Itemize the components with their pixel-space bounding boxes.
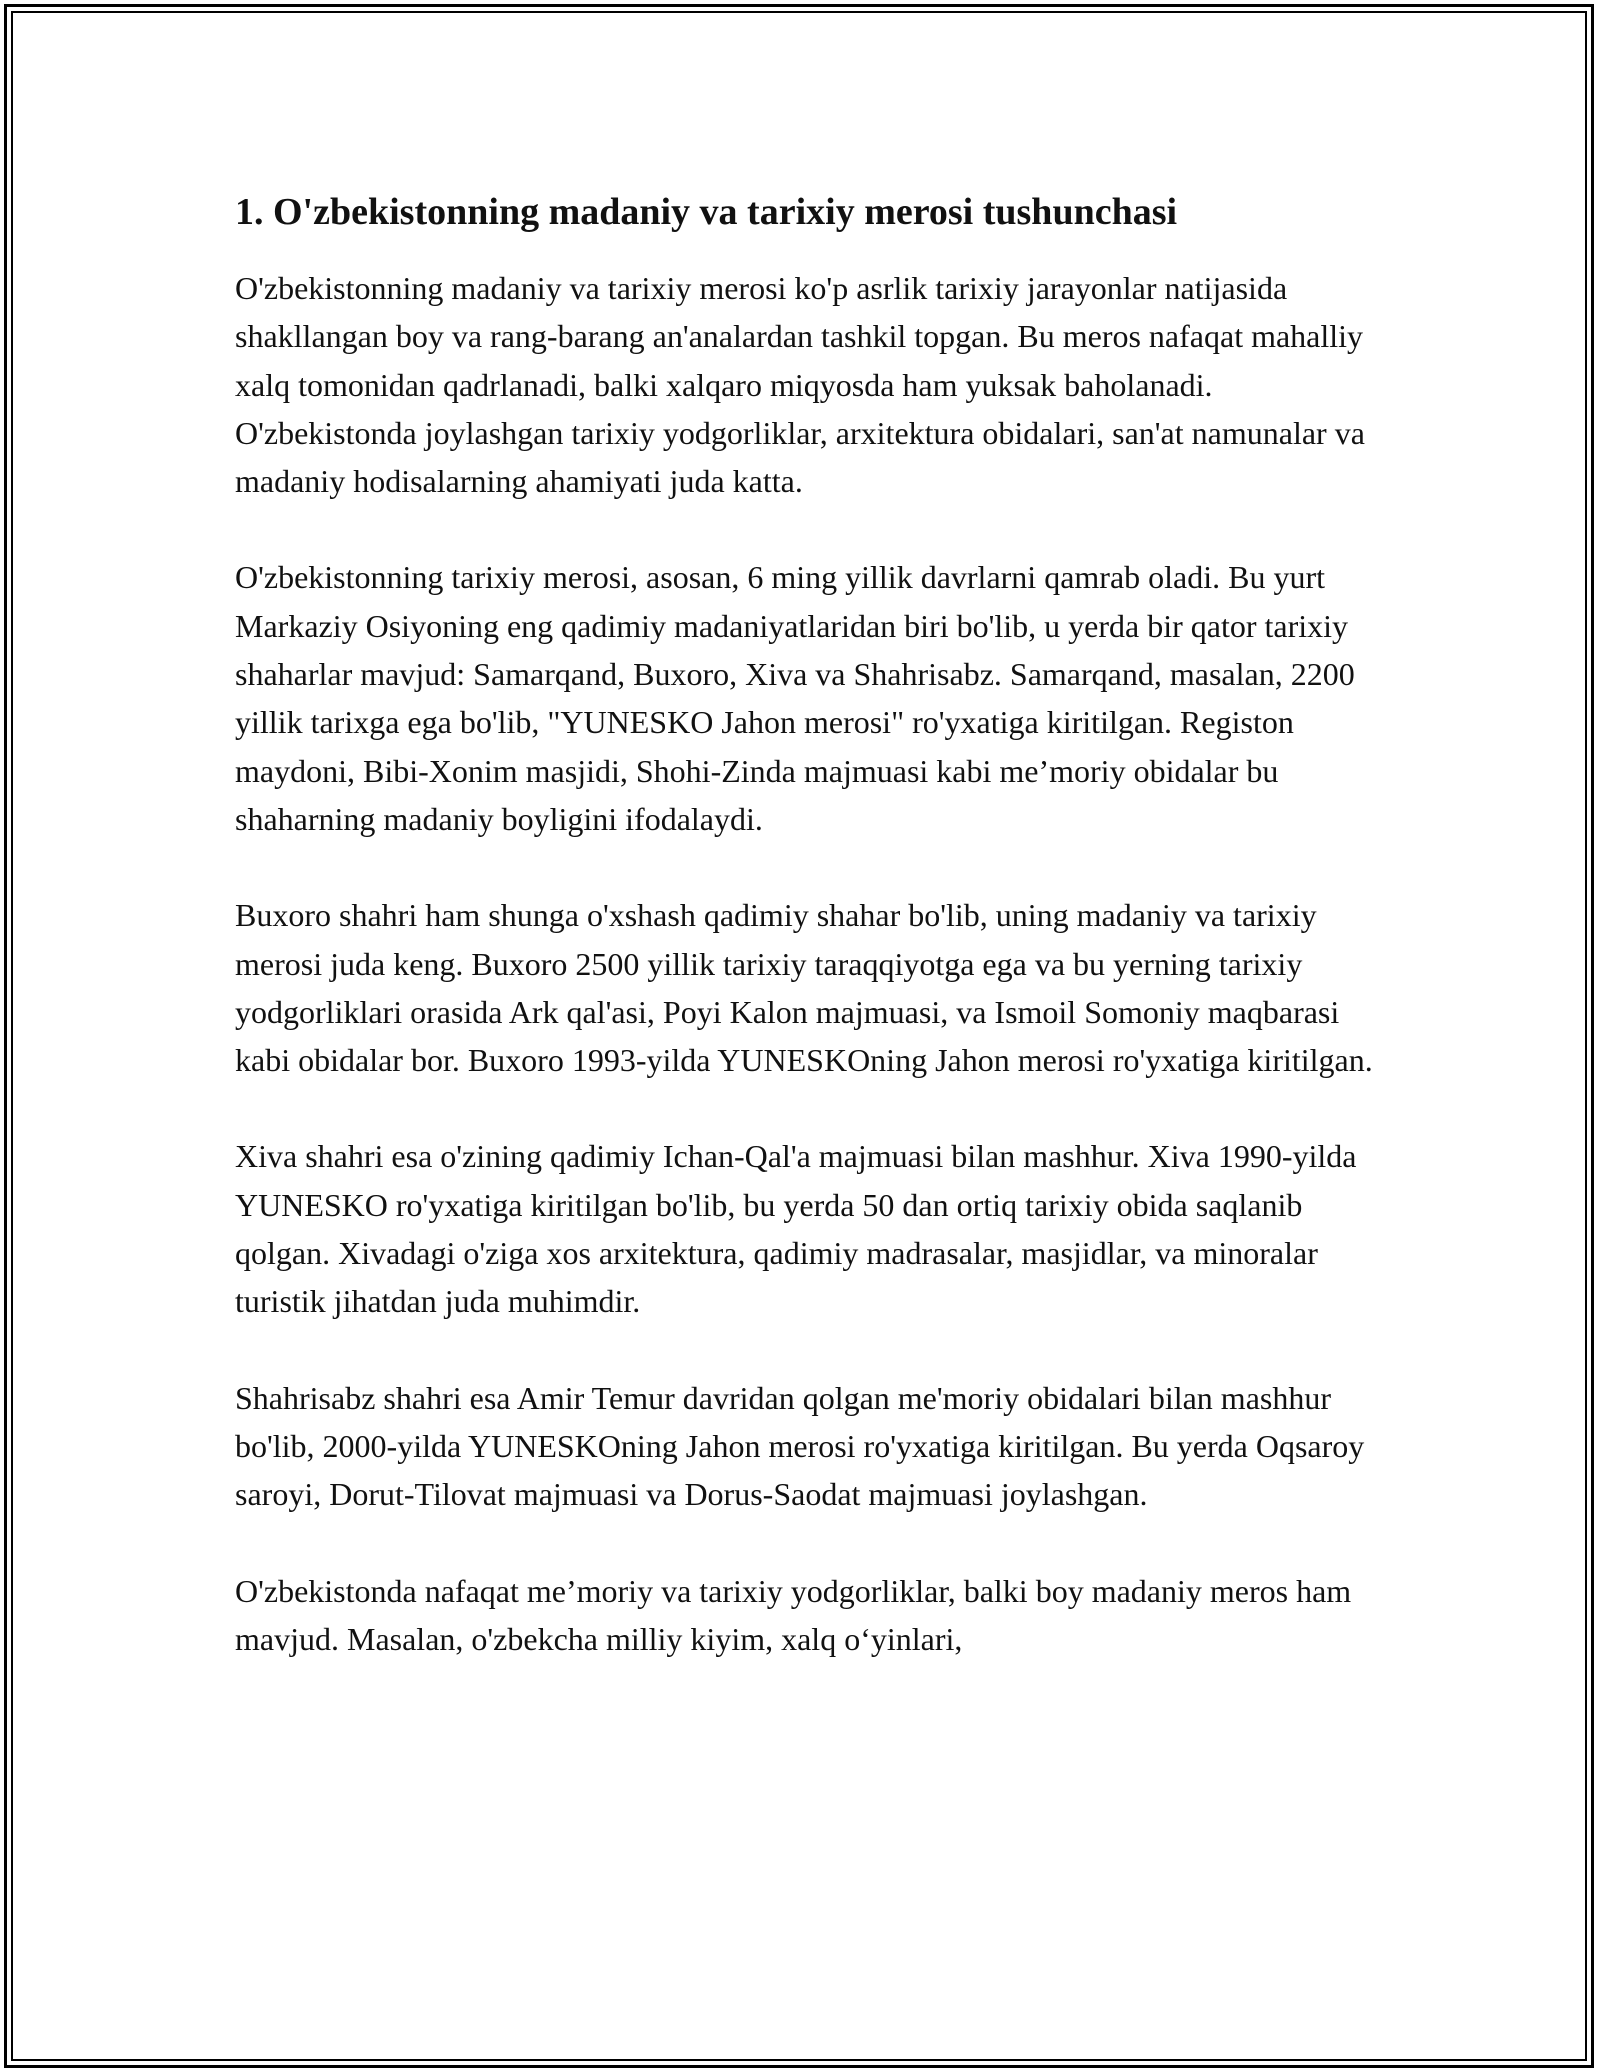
paragraph-shahrisabz: Shahrisabz shahri esa Amir Temur davridan qolgan me'moriy obidalari bilan mashhur bo'lib, 2000-yilda YUNESKOning Jahon merosi ro'yxatiga kiritilgan. Bu yerda Oqsaroy saroyi, Dorut-Tilovat majmuasi va Dorus-Saodat majmuasi joylashgan. bbox=[235, 1379, 1365, 1513]
paragraph-bukhara: Buxoro shahri ham shunga o'xshash qadimiy shahar bo'lib, uning madaniy va tarixiy merosi juda keng. Buxoro 2500 yillik tarixiy taraqqiyotga ega va bu yerning tarixiy yodgorliklari orasida Ark qal'asi, Poyi Kalon majmuasi, va Ismoil Somoniy maqbarasi kabi obidalar bor. Buxoro 1993-yilda YUNESKOning Jahon merosi ro'yxatiga kiritilgan. bbox=[235, 897, 1373, 1079]
paragraph-khiva: Xiva shahri esa o'zining qadimiy Ichan-Qal'a majmuasi bilan mashhur. Xiva 1990-yilda YUNESKO ro'yxatiga kiritilgan bo'lib, bu yerda 50 dan ortiq tarixiy obida saqlanib qolgan. Xivadagi o'ziga xos arxitektura, qadimiy madrasalar, masjidlar, va minoralar turistik jihatdan juda muhimdir. bbox=[235, 1138, 1357, 1320]
paragraph-intro: O'zbekistonning madaniy va tarixiy merosi ko'p asrlik tarixiy jarayonlar natijasida shakllangan boy va rang-barang an'analardan tashkil topgan. Bu meros nafaqat mahalliy xalq tomonidan qadrlanadi, balki xalqaro miqyosda ham yuksak baholanadi. O'zbekistonda joylashgan tarixiy yodgorliklar, arxitektura obidalari, san'at namunalar va madaniy hodisalarning ahamiyati juda katta. bbox=[235, 270, 1365, 500]
document-body bbox=[235, 188, 1375, 1711]
paragraph-cultural-heritage: O'zbekistonda nafaqat me’moriy va tarixiy yodgorliklar, balki boy madaniy meros ham mavjud. Masalan, o'zbekcha milliy kiyim, xalq o‘yinlari, bbox=[235, 1572, 1352, 1657]
section-heading: 1. O'zbekistonning madaniy va tarixiy merosi tushunchasi bbox=[235, 191, 1178, 233]
paragraph-history-samarkand: O'zbekistonning tarixiy merosi, asosan, 6 ming yillik davrlarni qamrab oladi. Bu yurt Markaziy Osiyoning eng qadimiy madaniyatlaridan biri bo'lib, u yerda bir qator tarixiy shaharlar mavjud: Samarqand, Buxoro, Xiva va Shahrisabz. Samarqand, masalan, 2200 yillik tarixga ega bo'lib, "YUNESKO Jahon merosi" ro'yxatiga kiritilgan. Registon maydoni, Bibi-Xonim masjidi, Shohi-Zinda majmuasi kabi me’moriy obidalar bu shaharning madaniy boyligini ifodalaydi. bbox=[235, 559, 1355, 837]
